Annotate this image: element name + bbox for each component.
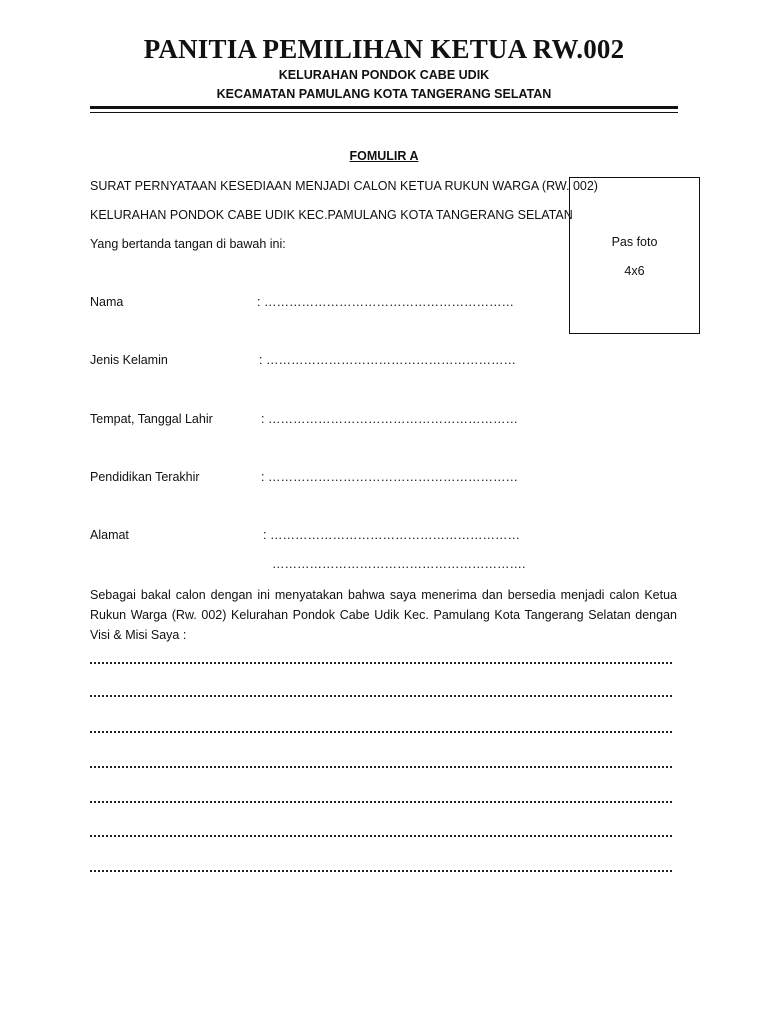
field-value-alamat[interactable]: : …………………………………………………… xyxy=(263,528,520,542)
vision-mission-line[interactable] xyxy=(90,870,672,872)
field-value-nama[interactable]: : …………………………………………………… xyxy=(257,295,514,309)
document-title: PANITIA PEMILIHAN KETUA RW.002 xyxy=(143,34,625,64)
statement-line-1: SURAT PERNYATAAN KESEDIAAN MENJADI CALON KETUA RUKUN WARGA (RW. 002) xyxy=(90,179,598,193)
vision-mission-line[interactable] xyxy=(90,662,672,664)
header-rule-thin xyxy=(90,112,678,113)
statement-line-2: KELURAHAN PONDOK CABE UDIK KEC.PAMULANG KOTA TANGERANG SELATAN xyxy=(90,208,573,222)
field-value-jenis-kelamin[interactable]: : …………………………………………………… xyxy=(259,353,516,367)
vision-mission-line[interactable] xyxy=(90,731,672,733)
field-label-alamat: Alamat xyxy=(90,528,129,542)
photo-label: Pas foto xyxy=(611,235,658,249)
form-label: FOMULIR A xyxy=(349,149,419,163)
vision-mission-line[interactable] xyxy=(90,835,672,837)
vision-mission-line[interactable] xyxy=(90,695,672,697)
header-rule-thick xyxy=(90,106,678,109)
field-label-tempat-tanggal-lahir: Tempat, Tanggal Lahir xyxy=(90,412,213,426)
vision-mission-line[interactable] xyxy=(90,801,672,803)
photo-placeholder-box xyxy=(569,177,700,334)
field-label-pendidikan-terakhir: Pendidikan Terakhir xyxy=(90,470,200,484)
vision-mission-line[interactable] xyxy=(90,766,672,768)
field-value-pendidikan-terakhir[interactable]: : …………………………………………………… xyxy=(261,470,518,484)
field-label-nama: Nama xyxy=(90,295,124,309)
header-subtitle-kelurahan: KELURAHAN PONDOK CABE UDIK xyxy=(278,68,490,82)
intro-text: Yang bertanda tangan di bawah ini: xyxy=(90,237,286,251)
field-label-jenis-kelamin: Jenis Kelamin xyxy=(90,353,168,367)
header-subtitle-kecamatan: KECAMATAN PAMULANG KOTA TANGERANG SELATAN xyxy=(216,87,552,101)
field-value-tempat-tanggal-lahir[interactable]: : …………………………………………………… xyxy=(261,412,518,426)
field-value-alamat-continuation[interactable]: ……………………………………………………. xyxy=(272,557,526,571)
declaration-paragraph: Sebagai bakal calon dengan ini menyatakan bahwa saya menerima dan bersedia menjadi calon Ketua Rukun Warga (Rw. 002) Kelurahan Pondok Cabe Udik Kec. Pamulang Kota Tangerang Selatan dengan Visi & Misi Saya : xyxy=(90,588,677,642)
photo-size-label: 4x6 xyxy=(624,264,645,278)
